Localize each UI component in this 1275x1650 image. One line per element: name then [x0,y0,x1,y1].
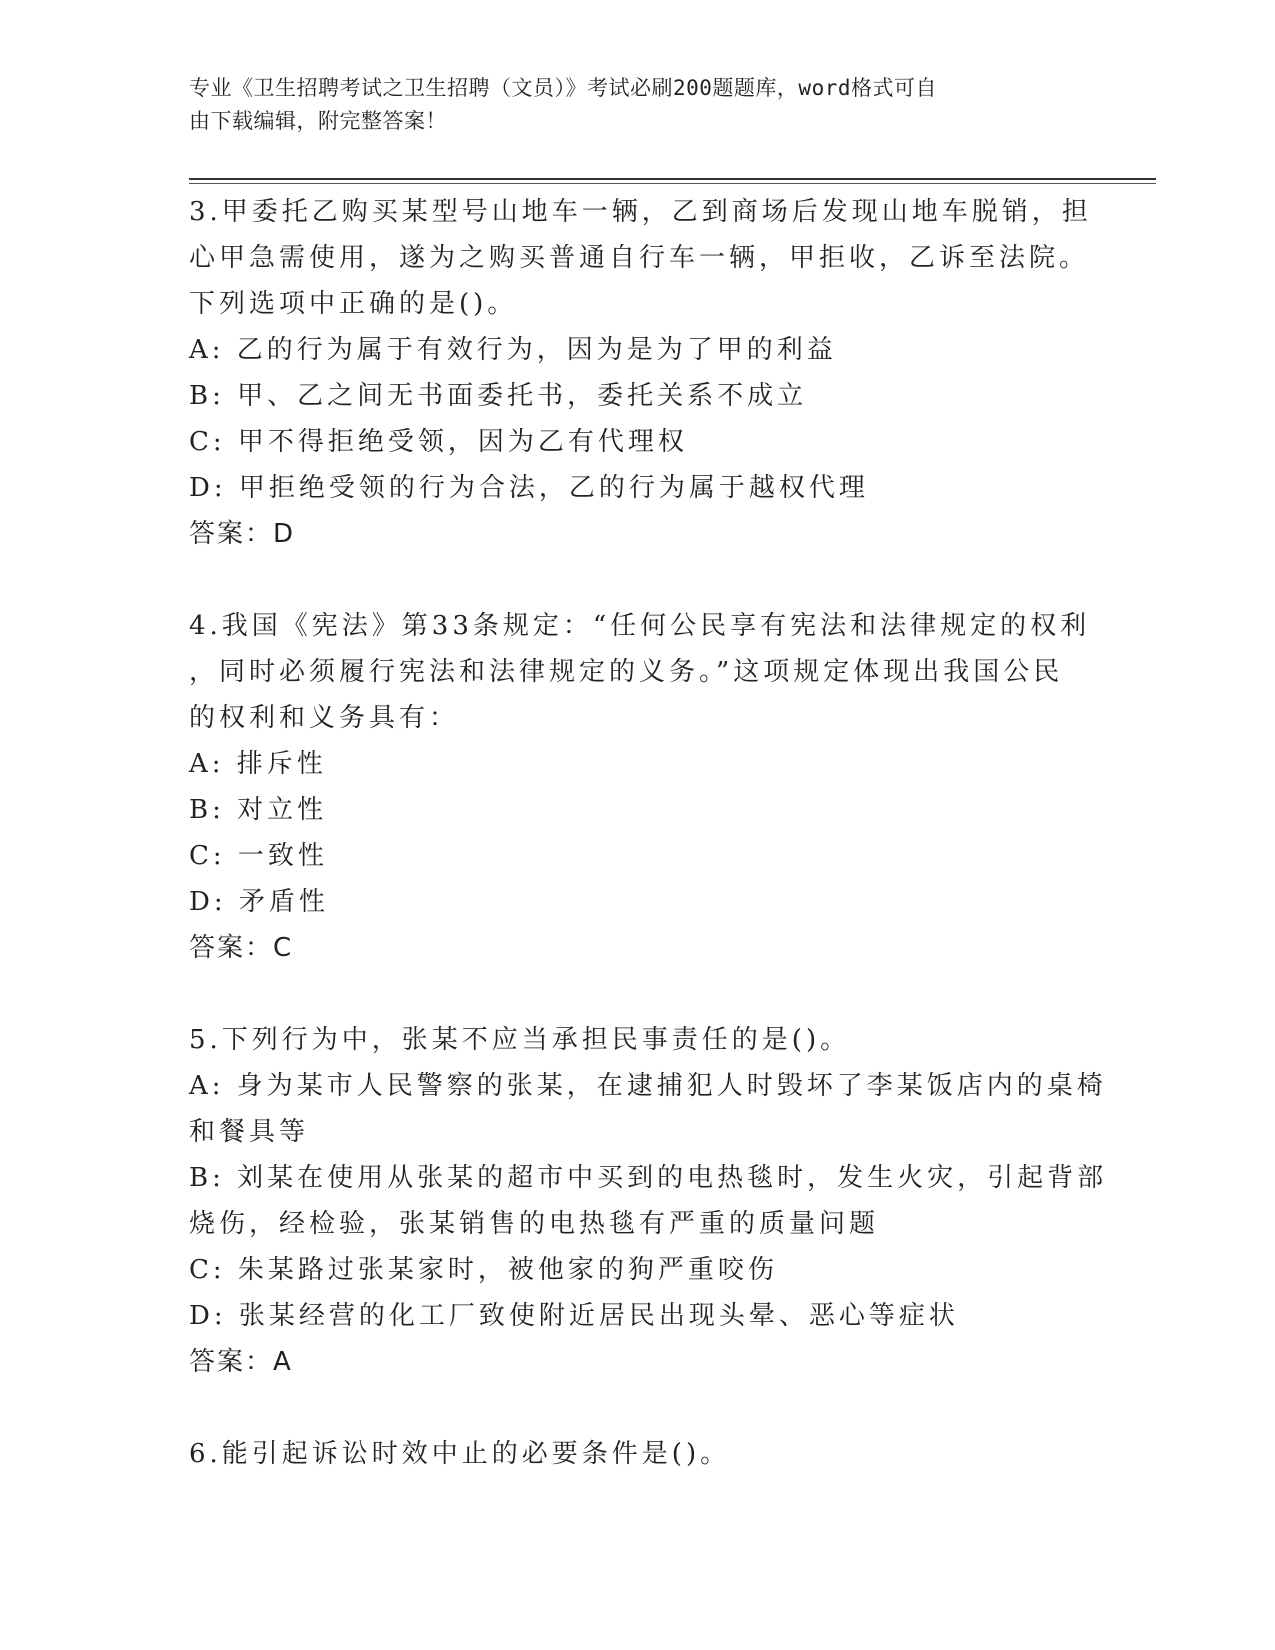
option-d: D: 张某经营的化工厂致使附近居民出现头晕、恶心等症状 [189,1301,959,1331]
option-b: B: 刘某在使用从张某的超市中买到的电热毯时，发生火灾，引起背部 [189,1163,1108,1193]
option-a: A: 乙的行为属于有效行为，因为是为了甲的利益 [189,335,837,365]
question-stem-line: 5.下列行为中，张某不应当承担民事责任的是()。 [189,1025,851,1055]
header-divider-thick [189,178,1156,180]
answer-line: 答案：C [189,933,294,963]
answer-line: 答案：A [189,1347,293,1377]
question-stem-line: ，同时必须履行宪法和法律规定的义务。”这项规定体现出我国公民 [189,657,1064,687]
option-b-continued: 烧伤，经检验，张某销售的电热毯有严重的质量问题 [189,1209,880,1239]
header-divider-thin [189,183,1156,184]
document-header [189,72,1089,138]
question-stem-line: 4.我国《宪法》第33条规定：“任何公民享有宪法和法律规定的权利 [189,611,1091,641]
option-a: A: 排斥性 [189,749,327,779]
question-3 [189,189,1092,557]
question-spacer [189,971,1089,1017]
option-b: B: 对立性 [189,795,328,825]
question-stem-line: 3.甲委托乙购买某型号山地车一辆，乙到商场后发现山地车脱销，担 [189,197,1092,227]
question-stem-line: 6.能引起诉讼时效中止的必要条件是()。 [189,1439,731,1469]
question-list [189,189,1108,1477]
question-stem-line: 下列选项中正确的是()。 [189,289,518,319]
question-4 [189,603,1089,971]
question-spacer [189,1385,1089,1431]
question-5 [189,1017,1108,1385]
option-c: C: 朱某路过张某家时，被他家的狗严重咬伤 [189,1255,778,1285]
question-stem-line: 心甲急需使用，遂为之购买普通自行车一辆，甲拒收，乙诉至法院。 [189,243,1090,273]
answer-line: 答案：D [189,519,296,549]
option-a: A: 身为某市人民警察的张某，在逮捕犯人时毁坏了李某饭店内的桌椅 [189,1071,1107,1101]
option-c: C: 一致性 [189,841,328,871]
option-d: D: 矛盾性 [189,887,329,917]
option-b: B: 甲、乙之间无书面委托书，委托关系不成立 [189,381,808,411]
option-c: C: 甲不得拒绝受领，因为乙有代理权 [189,427,688,457]
option-d: D: 甲拒绝受领的行为合法，乙的行为属于越权代理 [189,473,869,503]
option-a-continued: 和餐具等 [189,1117,310,1147]
header-line-2: 由下载编辑，附完整答案！ [189,109,447,133]
header-line-1: 专业《卫生招聘考试之卫生招聘（文员）》考试必刷200题题库，word格式可自 [189,76,937,100]
question-stem-line: 的权利和义务具有： [189,703,460,733]
question-spacer [189,557,1089,603]
question-6 [189,1431,1089,1477]
